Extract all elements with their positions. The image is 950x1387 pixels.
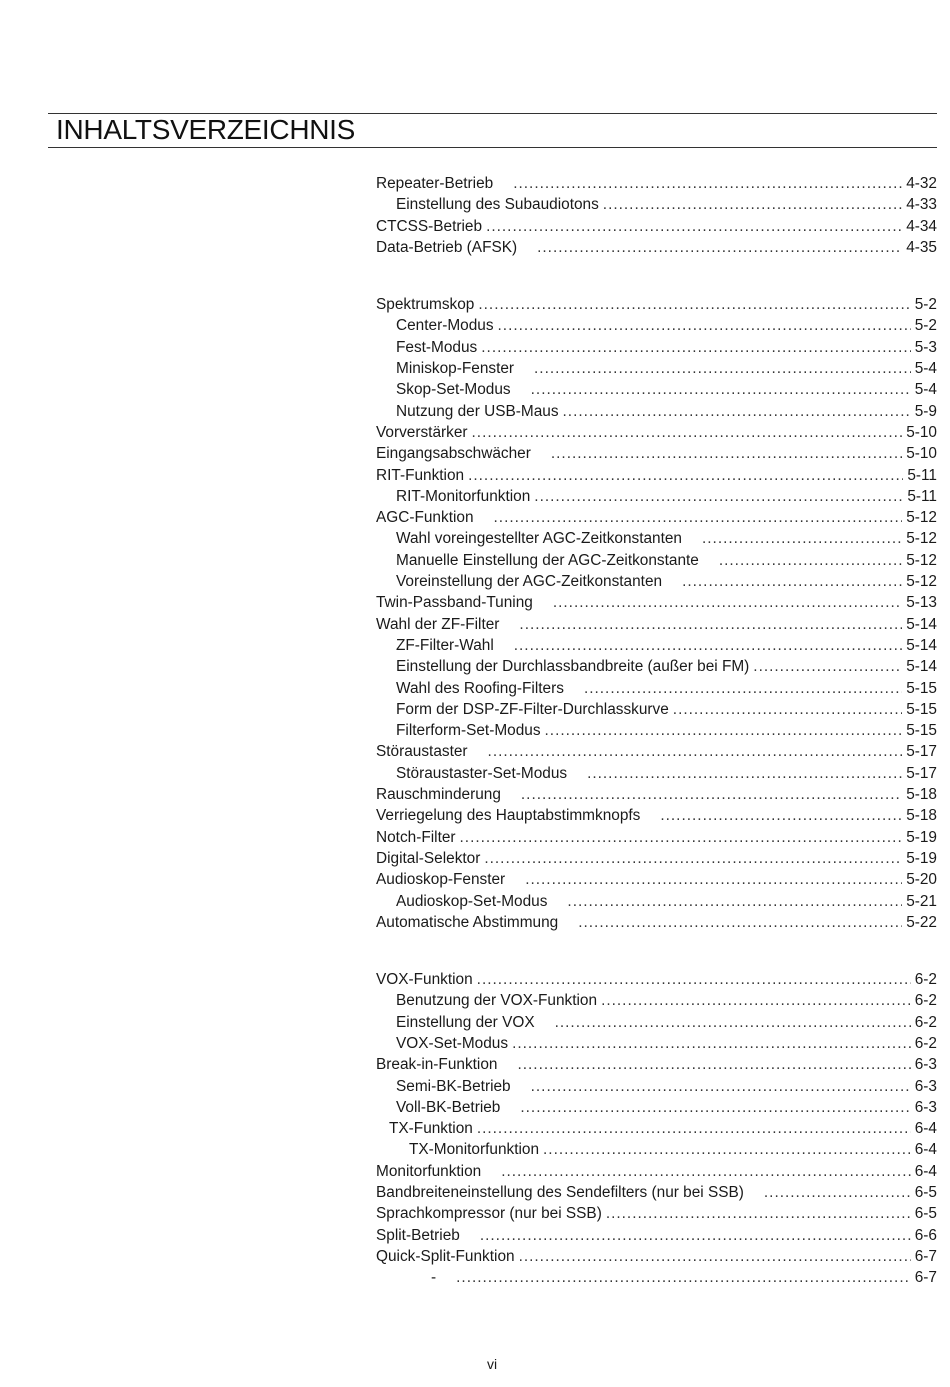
toc-entry-label: Monitorfunktion [376,1162,482,1180]
toc-entry-label: Notch-Filter [376,828,456,846]
toc-entry[interactable] [376,443,937,464]
dot-leader [456,1267,911,1288]
toc-entry[interactable] [376,337,937,358]
page-title: INHALTSVERZEICHNIS [56,114,356,145]
toc-entry-page: 4-34 [906,217,937,235]
toc-entry[interactable] [376,912,937,933]
toc-entry[interactable] [376,1097,937,1118]
toc-entry[interactable] [376,1033,937,1054]
toc-entry-page: 5-3 [914,338,937,356]
toc-entry-page: 5-18 [906,786,937,804]
toc-entry-page: 5-14 [906,658,937,676]
toc-entry-page: 5-4 [914,381,937,399]
dot-leader [494,507,903,528]
dot-leader [480,1225,911,1246]
toc-entry-label: Einstellung des Subaudiotons [396,196,599,214]
toc-entry-page: 5-22 [906,913,937,931]
toc-entry-label: Repeater-Betrieb [376,175,494,192]
toc-entry-page: 6-3 [914,1098,937,1116]
toc-entry-label: Center-Modus [396,317,494,335]
toc-entry-page: 6-6 [914,1226,937,1244]
toc-entry-label: Wahl voreingestellter AGC-Zeitkonstanten [396,530,682,548]
dot-leader [764,1182,911,1203]
dot-leader [513,173,902,194]
page-number: vi [487,1356,498,1372]
toc-entry-label: Form der DSP-ZF-Filter-Durchlasskurve [396,700,669,718]
toc-entry-label: Einstellung der Durchlassbandbreite (außer bei FM) [396,658,750,676]
toc-entry-label: CTCSS-Betrieb [376,217,483,235]
dot-leader [563,401,911,422]
toc-entry-page: 5-14 [906,615,937,633]
toc-entry-page: 5-12 [906,530,937,548]
toc-entry[interactable] [376,550,937,571]
toc-entry-label: Fest-Modus [396,338,478,356]
toc-entry[interactable] [376,379,937,400]
toc-entry-label: TX-Funktion [389,1120,473,1138]
toc-entry[interactable] [376,294,937,315]
toc-entry-label: Rauschminderung [376,786,501,804]
toc-entry[interactable] [376,315,937,336]
toc-entry[interactable] [376,891,937,912]
toc-entry[interactable] [376,827,937,848]
toc-entry[interactable] [376,1076,937,1097]
toc-entry[interactable] [376,1203,937,1224]
dot-leader [682,571,902,592]
toc-entry[interactable] [376,848,937,869]
dot-leader [481,337,910,358]
dot-leader [553,592,902,613]
toc-entry[interactable] [376,571,937,592]
toc-entry[interactable] [376,401,937,422]
toc-entry-page: 6-3 [914,1056,937,1074]
toc-entry-page: 5-12 [906,551,937,569]
toc-entry-page: 5-11 [907,487,937,505]
toc-group [376,969,937,1288]
dot-leader [584,678,902,699]
toc-group [376,173,937,258]
toc-entry-label: Voll-BK-Betrieb [396,1098,501,1116]
dot-leader [520,1097,910,1118]
dot-leader [702,528,902,549]
toc-entry-label: Split-Betrieb [376,1226,460,1244]
toc-entry[interactable] [376,678,937,699]
toc-entry-label: Data-Betrieb (AFSK) [376,238,518,256]
toc-entry-label: Spektrumskop [376,296,475,314]
toc-entry-label: VOX-Funktion [376,971,473,989]
toc-entry-page: 5-18 [906,807,937,825]
dot-leader [501,1161,911,1182]
toc-entry[interactable] [376,1182,937,1203]
toc-entry[interactable] [376,699,937,720]
dot-leader [486,216,902,237]
toc-entry-label: RIT-Funktion [376,466,465,484]
toc-entry[interactable] [376,1012,937,1033]
dot-leader [488,741,903,762]
toc-entry-page: 6-4 [914,1120,937,1138]
toc-entry[interactable] [376,1225,937,1246]
toc-entry[interactable] [376,805,937,826]
toc-entry-label: Twin-Passband-Tuning [376,594,533,612]
toc-entry-page: 6-3 [914,1077,937,1095]
toc-entry[interactable] [376,741,937,762]
toc-entry-page: 5-15 [906,722,937,740]
toc-entry-label: Störaustaster [376,743,468,761]
dot-leader [517,1054,910,1075]
toc-entry-label: Bandbreiteneinstellung des Sendefilters (nur bei SSB) [376,1184,744,1202]
toc-entry-label: Störaustaster-Set-Modus [396,764,568,782]
toc-entry-page: 4-32 [906,175,937,192]
toc-entry-label: Voreinstellung der AGC-Zeitkonstanten [396,573,663,591]
dot-leader [468,465,903,486]
toc-entry-label: Benutzung der VOX-Funktion [396,992,598,1010]
toc-entry-page: 5-13 [906,594,937,612]
dot-leader [551,443,902,464]
dot-leader [478,294,910,315]
dot-leader [534,358,911,379]
toc-entry-page: 4-33 [906,196,937,214]
toc-entry-page: 5-10 [906,445,937,463]
toc-entry-label: Semi-BK-Betrieb [396,1077,511,1095]
toc-entry-page: 6-2 [914,1034,937,1052]
toc-entry-label: RIT-Monitorfunktion [396,487,531,505]
toc-entry[interactable] [376,614,937,635]
dot-leader [543,1139,911,1160]
dot-leader [719,550,902,571]
dot-leader [514,635,902,656]
toc-entry[interactable] [376,216,937,237]
toc-entry-label: Skop-Set-Modus [396,381,511,399]
table-of-contents [376,173,937,1325]
toc-entry-label: Break-in-Funktion [376,1056,498,1074]
toc-entry-page: 5-12 [906,509,937,527]
dot-leader [603,194,902,215]
toc-entry[interactable] [376,592,937,613]
toc-entry-page: 5-15 [906,700,937,718]
toc-entry[interactable] [376,528,937,549]
toc-entry[interactable] [376,486,937,507]
toc-entry-label: Wahl der ZF-Filter [376,615,500,633]
toc-entry[interactable] [376,990,937,1011]
toc-entry-label: ZF-Filter-Wahl [396,636,494,654]
toc-entry[interactable] [376,194,937,215]
toc-entry-label: Einstellung der VOX [396,1013,535,1031]
dot-leader [498,315,911,336]
toc-entry[interactable] [376,507,937,528]
dot-leader [531,379,911,400]
toc-entry-label: Digital-Selektor [376,849,481,867]
toc-entry-label: AGC-Funktion [376,509,474,527]
toc-entry-page: 5-4 [914,360,937,378]
toc-entry-label: Audioskop-Fenster [376,871,506,889]
dot-leader [578,912,902,933]
toc-entry-label: - [431,1269,437,1287]
toc-entry-label: Sprachkompressor (nur bei SSB) [376,1205,602,1223]
toc-entry-page: 5-11 [907,466,937,484]
toc-entry[interactable] [376,656,937,677]
dot-leader [512,1033,911,1054]
toc-entry[interactable] [376,1139,937,1160]
toc-entry-page: 6-2 [914,971,937,989]
dot-leader [567,891,902,912]
toc-entry-label: Filterform-Set-Modus [396,722,541,740]
dot-leader [545,720,903,741]
toc-entry-page: 5-19 [906,828,937,846]
toc-entry-page: 6-2 [914,992,937,1010]
toc-entry-label: Miniskop-Fenster [396,360,515,378]
toc-entry[interactable] [376,173,937,194]
dot-leader [460,827,903,848]
toc-group [376,294,937,933]
toc-entry[interactable] [376,237,937,258]
title-rule-bottom [48,147,937,148]
toc-entry-page: 6-2 [914,1013,937,1031]
toc-entry[interactable] [376,763,937,784]
toc-entry-page: 4-35 [906,238,937,256]
toc-entry-page: 5-19 [906,849,937,867]
dot-leader [477,1118,911,1139]
toc-entry[interactable] [376,1054,937,1075]
toc-entry[interactable] [376,465,937,486]
toc-entry-page: 5-17 [906,764,937,782]
toc-entry[interactable] [376,635,937,656]
dot-leader [521,784,902,805]
dot-leader [753,656,902,677]
toc-entry-page: 5-14 [906,636,937,654]
toc-entry-page: 5-2 [914,296,937,314]
toc-entry-label: Wahl des Roofing-Filters [396,679,564,697]
toc-entry-label: Automatische Abstimmung [376,913,559,931]
toc-entry-page: 5-21 [906,892,937,910]
toc-entry-page: 6-5 [914,1205,937,1223]
toc-entry-page: 5-2 [914,317,937,335]
dot-leader [531,1076,911,1097]
dot-leader [519,614,902,635]
toc-entry-page: 6-7 [914,1247,937,1265]
dot-leader [477,969,911,990]
dot-leader [555,1012,911,1033]
toc-entry[interactable] [376,1246,937,1267]
dot-leader [472,422,903,443]
toc-entry-label: Verriegelung des Hauptabstimmknopfs [376,807,641,825]
toc-entry-page: 5-20 [906,871,937,889]
toc-entry-label: Eingangsabschwächer [376,445,531,463]
toc-entry[interactable] [376,1161,937,1182]
toc-entry-page: 5-15 [906,679,937,697]
toc-entry-label: VOX-Set-Modus [396,1034,509,1052]
toc-entry-page: 6-5 [914,1184,937,1202]
toc-entry[interactable] [376,1118,937,1139]
toc-entry-label: TX-Monitorfunktion [409,1141,540,1159]
dot-leader [484,848,902,869]
toc-entry[interactable] [376,422,937,443]
toc-entry[interactable] [376,358,937,379]
toc-entry-page: 5-12 [906,573,937,591]
dot-leader [534,486,903,507]
toc-entry-page: 5-10 [906,423,937,441]
toc-entry-label: Quick-Split-Funktion [376,1247,515,1265]
dot-leader [601,990,911,1011]
toc-entry[interactable] [376,1267,937,1288]
toc-entry-label: Audioskop-Set-Modus [396,892,548,910]
dot-leader [587,763,902,784]
toc-entry[interactable] [376,720,937,741]
toc-entry-label: Vorverstärker [376,423,468,441]
toc-entry-page: 5-17 [906,743,937,761]
dot-leader [606,1203,911,1224]
toc-entry[interactable] [376,969,937,990]
toc-entry-page: 6-4 [914,1162,937,1180]
toc-entry-label: Nutzung der USB-Maus [396,402,559,420]
dot-leader [519,1246,911,1267]
toc-entry-page: 6-7 [914,1269,937,1287]
toc-entry-page: 6-4 [914,1141,937,1159]
dot-leader [537,237,902,258]
toc-entry[interactable] [376,869,937,890]
toc-entry-label: Manuelle Einstellung der AGC-Zeitkonstante [396,551,699,569]
dot-leader [673,699,902,720]
toc-entry-page: 5-9 [914,402,937,420]
dot-leader [525,869,902,890]
toc-entry[interactable] [376,784,937,805]
dot-leader [660,805,902,826]
